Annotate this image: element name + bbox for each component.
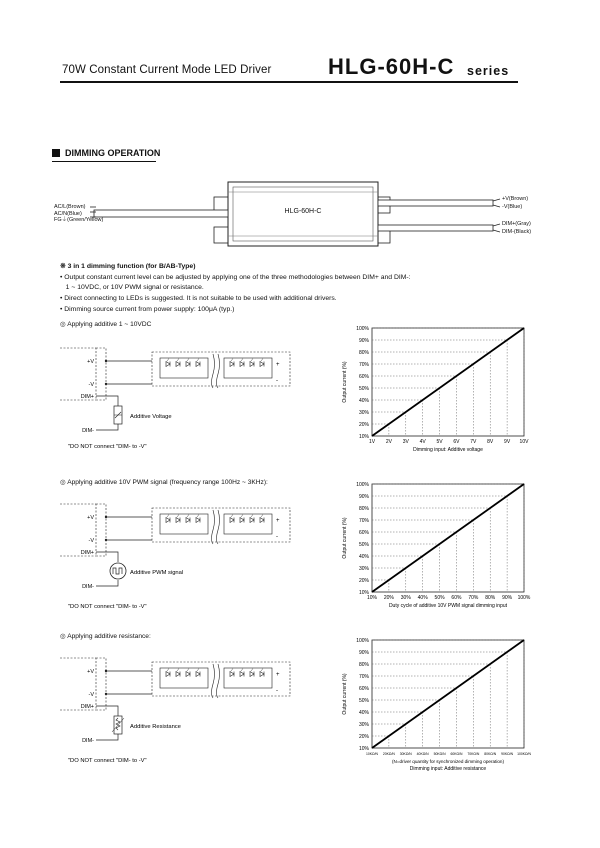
- x-tick-label: 40KΩ/N: [416, 752, 429, 756]
- component-label: Additive PWM signal: [130, 570, 184, 576]
- y-tick-label: 100%: [356, 481, 369, 488]
- dimminus-wire: [96, 734, 118, 740]
- led-ray: [251, 669, 253, 672]
- led-ray: [177, 669, 179, 672]
- y-axis-label: Output current (%): [342, 361, 348, 403]
- x-tick-label: 5V: [436, 439, 443, 445]
- plus-mark: +: [276, 518, 280, 524]
- led-ray: [167, 669, 169, 672]
- led-symbol: [250, 672, 254, 677]
- terminal-dot: [105, 693, 107, 695]
- x-tick-label: 30KΩ/N: [399, 752, 412, 756]
- led-strings: [160, 514, 272, 534]
- led-module-box: [152, 508, 290, 542]
- y-tick-label: 80%: [358, 505, 369, 512]
- x-tick-label: 40%: [417, 595, 428, 601]
- terminal-label: DIM+: [80, 394, 94, 400]
- x-tick-label: 70%: [468, 595, 479, 601]
- driver-box: [96, 348, 106, 400]
- led-symbol: [196, 518, 200, 523]
- y-tick-label: 10%: [358, 589, 369, 596]
- series-line: [372, 640, 524, 748]
- series-line: [372, 484, 524, 592]
- x-tick-label: 10V: [519, 439, 529, 445]
- device-label: HLG-60H-C: [284, 208, 322, 215]
- block-heading-resistance: ◎ Applying additive resistance:: [60, 633, 151, 640]
- y-tick-label: 40%: [358, 397, 369, 404]
- x-tick-label: 3V: [402, 439, 409, 445]
- document-subtitle: 70W Constant Current Mode LED Driver: [62, 64, 272, 76]
- x-tick-label: 9V: [504, 439, 511, 445]
- terminal-label: DIM-: [82, 428, 94, 434]
- wire-dimminus-label: DIM-(Black): [502, 228, 532, 235]
- led-strings: [160, 358, 272, 378]
- plus-mark: +: [276, 362, 280, 368]
- led-symbol: [240, 672, 244, 677]
- led-symbol: [186, 362, 190, 367]
- x-tick-label: 50%: [434, 595, 445, 601]
- block-heading-voltage: ◎ Applying additive 1 ~ 10VDC: [60, 321, 152, 328]
- led-ray: [187, 515, 189, 518]
- terminal-label: +V: [87, 359, 94, 365]
- pwm-source-symbol: [110, 563, 126, 579]
- y-tick-label: 20%: [358, 577, 369, 584]
- circuit-diagram-voltage: [60, 340, 300, 450]
- terminal-label: -V: [88, 382, 94, 388]
- x-tick-label: 90KΩ/N: [501, 752, 514, 756]
- y-tick-label: 60%: [358, 529, 369, 536]
- terminal-dot: [105, 516, 107, 518]
- led-ray: [251, 515, 253, 518]
- led-symbol: [260, 362, 264, 367]
- break-symbol: [212, 354, 220, 388]
- y-tick-label: 30%: [358, 409, 369, 416]
- intro-bullet: • Dimming source current from power supply: 100μA (typ.): [60, 306, 235, 313]
- component-label: Additive Resistance: [130, 724, 181, 730]
- led-ray: [261, 515, 263, 518]
- led-symbol: [230, 362, 234, 367]
- led-symbol: [176, 362, 180, 367]
- x-tick-label: 6V: [453, 439, 460, 445]
- dimplus-wire: [96, 396, 118, 406]
- y-tick-label: 90%: [358, 649, 369, 656]
- led-symbol: [166, 672, 170, 677]
- y-tick-label: 90%: [358, 337, 369, 344]
- plus-mark: +: [276, 672, 280, 678]
- chart-pwm: [330, 476, 540, 618]
- driver-box: [96, 658, 106, 710]
- y-axis-label: Output current (%): [342, 673, 348, 715]
- chart-voltage: [330, 320, 540, 462]
- led-symbol: [250, 518, 254, 523]
- terminal-label: DIM+: [80, 704, 94, 710]
- y-tick-label: 20%: [358, 733, 369, 740]
- x-tick-label: 50KΩ/N: [433, 752, 446, 756]
- series-label: series: [467, 64, 510, 78]
- terminal-label: DIM+: [80, 550, 94, 556]
- x-tick-label: 30%: [400, 595, 411, 601]
- led-ray: [197, 359, 199, 362]
- y-tick-label: 30%: [358, 565, 369, 572]
- y-tick-label: 50%: [358, 541, 369, 548]
- terminal-dot: [105, 360, 107, 362]
- intro-title: ※ 3 in 1 dimming function (for B/AB-Type): [60, 263, 196, 270]
- led-ray: [231, 515, 233, 518]
- x-axis-sublabel: (N=driver quantity for synchronized dimming operation): [392, 759, 504, 764]
- led-ray: [177, 515, 179, 518]
- x-axis-label: Dimming input: Additive resistance: [409, 766, 487, 772]
- led-ray: [261, 359, 263, 362]
- led-ray: [231, 669, 233, 672]
- led-ray: [177, 359, 179, 362]
- dimminus-wire: [96, 424, 118, 430]
- led-ray: [251, 359, 253, 362]
- led-ray: [241, 359, 243, 362]
- dimplus-wire: [96, 552, 118, 562]
- led-symbol: [196, 362, 200, 367]
- minus-mark: -: [276, 534, 278, 540]
- y-tick-label: 70%: [358, 361, 369, 368]
- x-tick-label: 100KΩ/N: [517, 752, 531, 756]
- led-ray: [241, 669, 243, 672]
- y-tick-label: 100%: [356, 325, 369, 332]
- led-ray: [241, 515, 243, 518]
- y-tick-label: 30%: [358, 721, 369, 728]
- led-symbol: [260, 672, 264, 677]
- led-ray: [187, 669, 189, 672]
- y-axis-label: Output current (%): [342, 517, 348, 559]
- y-tick-label: 10%: [358, 745, 369, 752]
- x-tick-label: 20%: [383, 595, 394, 601]
- minus-mark: -: [276, 378, 278, 384]
- y-tick-label: 40%: [358, 553, 369, 560]
- led-ray: [197, 515, 199, 518]
- x-tick-label: 20KΩ/N: [382, 752, 395, 756]
- x-tick-label: 4V: [419, 439, 426, 445]
- led-symbol: [230, 672, 234, 677]
- y-tick-label: 70%: [358, 517, 369, 524]
- terminal-dot: [105, 383, 107, 385]
- wire-ac-l-label: AC/L(Brown): [54, 204, 86, 210]
- led-ray: [197, 669, 199, 672]
- circuit-diagram-resistance: [60, 650, 300, 768]
- led-ray: [167, 359, 169, 362]
- wire-vplus-label: +V(Brown): [502, 196, 529, 202]
- y-tick-label: 20%: [358, 421, 369, 428]
- wire-dimplus-label: DIM+(Gray): [502, 221, 531, 227]
- x-tick-label: 100%: [517, 595, 531, 601]
- x-axis-label: Duty cycle of additive 10V PWM signal dimming input: [388, 603, 508, 609]
- x-tick-label: 10%: [366, 595, 378, 601]
- x-tick-label: 70KΩ/N: [467, 752, 480, 756]
- led-symbol: [196, 672, 200, 677]
- block-heading-pwm: ◎ Applying additive 10V PWM signal (frequency range 100Hz ~ 3KHz):: [60, 479, 268, 486]
- break-symbol: [212, 510, 220, 544]
- terminal-label: DIM-: [82, 738, 94, 744]
- led-symbol: [260, 518, 264, 523]
- terminal-label: -V: [88, 538, 94, 544]
- y-tick-label: 80%: [358, 349, 369, 356]
- x-tick-label: 60KΩ/N: [450, 752, 463, 756]
- led-module-box: [152, 352, 290, 386]
- x-tick-label: 1V: [368, 439, 376, 445]
- x-tick-label: 2V: [385, 439, 392, 445]
- led-ray: [231, 359, 233, 362]
- intro-bullet: • Output constant current level can be adjusted by applying one of the three methodologies between DIM+ and DIM-:: [60, 274, 411, 281]
- led-symbol: [230, 518, 234, 523]
- wire-ac-n-label: AC/N(Blue): [54, 210, 82, 217]
- x-tick-label: 80%: [485, 595, 496, 601]
- led-symbol: [186, 518, 190, 523]
- component-label: Additive Voltage: [130, 414, 172, 420]
- dimminus-wire: [96, 580, 118, 586]
- intro-bullet: • Direct connecting to LEDs is suggested. It is not suitable to be used with additional drivers.: [60, 295, 337, 302]
- x-tick-label: 90%: [502, 595, 513, 601]
- terminal-label: +V: [87, 515, 94, 521]
- y-tick-label: 40%: [358, 709, 369, 716]
- led-ray: [261, 669, 263, 672]
- terminal-label: -V: [88, 692, 94, 698]
- x-tick-label: 80KΩ/N: [484, 752, 497, 756]
- driver-box: [96, 504, 106, 556]
- terminal-label: +V: [87, 669, 94, 675]
- series-line: [372, 328, 524, 436]
- led-module-box: [152, 662, 290, 696]
- wire-vminus-label: -V(Blue): [502, 203, 523, 210]
- chart-resistance: [330, 632, 540, 792]
- y-tick-label: 100%: [356, 637, 369, 644]
- y-tick-label: 60%: [358, 373, 369, 380]
- led-ray: [167, 515, 169, 518]
- warning-note: "DO NOT connect "DIM- to -V": [68, 444, 147, 450]
- y-tick-label: 60%: [358, 685, 369, 692]
- led-symbol: [176, 672, 180, 677]
- led-symbol: [166, 518, 170, 523]
- led-symbol: [186, 672, 190, 677]
- terminal-dot: [105, 670, 107, 672]
- model-title: HLG-60H-C: [328, 54, 455, 79]
- y-tick-label: 10%: [358, 433, 369, 440]
- led-ray: [187, 359, 189, 362]
- led-strings: [160, 668, 272, 688]
- y-tick-label: 90%: [358, 493, 369, 500]
- intro-bullet: 1 ~ 10VDC, or 10V PWM signal or resistance.: [60, 284, 204, 291]
- circuit-diagram-pwm: [60, 496, 300, 612]
- led-symbol: [240, 362, 244, 367]
- y-tick-label: 50%: [358, 385, 369, 392]
- x-tick-label: 7V: [470, 439, 477, 445]
- y-tick-label: 80%: [358, 661, 369, 668]
- x-tick-label: 60%: [451, 595, 462, 601]
- led-symbol: [166, 362, 170, 367]
- led-symbol: [240, 518, 244, 523]
- x-axis-label: Dimming input: Additive voltage: [413, 447, 483, 453]
- y-tick-label: 50%: [358, 697, 369, 704]
- led-symbol: [250, 362, 254, 367]
- dimplus-wire: [96, 706, 118, 716]
- terminal-label: DIM-: [82, 584, 94, 590]
- y-tick-label: 70%: [358, 673, 369, 680]
- break-symbol: [212, 664, 220, 698]
- terminal-dot: [105, 539, 107, 541]
- x-tick-label: 8V: [487, 439, 494, 445]
- led-symbol: [176, 518, 180, 523]
- x-tick-label: 10KΩ/N: [366, 752, 378, 756]
- wire-fg-label: FG⏚(Green/Yellow): [54, 217, 104, 223]
- section-title: DIMMING OPERATION: [65, 148, 161, 158]
- warning-note: "DO NOT connect "DIM- to -V": [68, 604, 147, 610]
- warning-note: "DO NOT connect "DIM- to -V": [68, 758, 147, 764]
- minus-mark: -: [276, 688, 278, 694]
